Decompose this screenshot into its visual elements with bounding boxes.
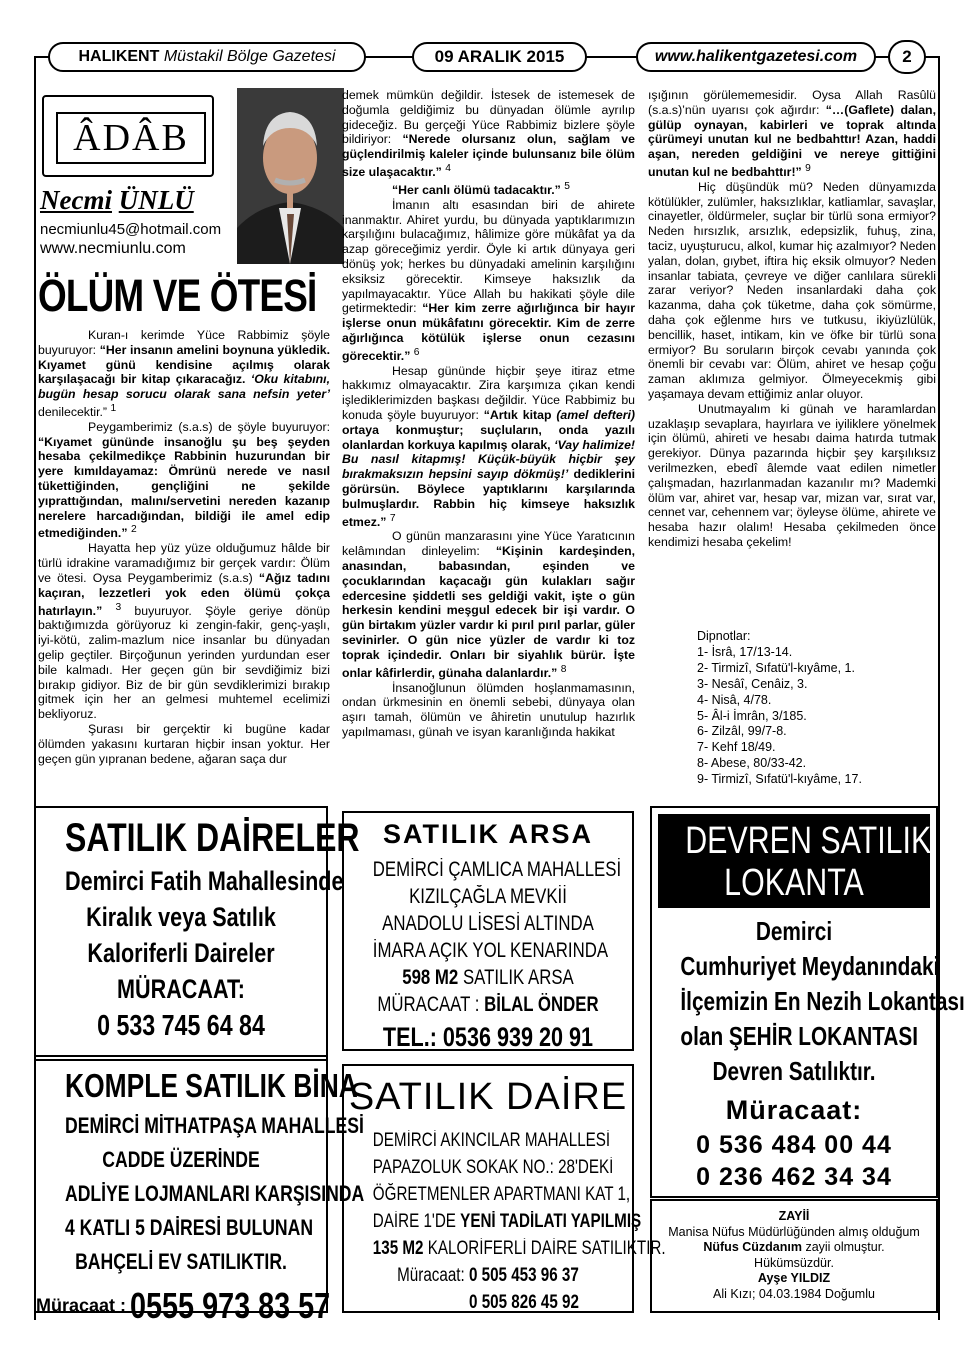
paragraph: O günün manzarasını yine Yüce Yaratıcının kelâmından dinleyelim: “Kişinin kardeşinden, anasından, babasından, eşinden ve çocuklarından kaçacağı gün kulakları sağır edercesine şiddetli ses geldiği vakit, işte o gün herkesin kendini meşgul edecek bir işi vardır. O gün birtakım yüzler vardır ki pırıl pırıl parlar, güler sevinirler. O gün nice yüzler de vardır ki toz toprak içindedir. Onları bir siyahlık bürür. İşte onlar kâfirlerdir, günaha dalanlardır.” $^8$ [342, 529, 635, 680]
footnotes-title: Dipnotlar: [697, 629, 751, 643]
footnote-item: 5- Âl-i İmrân, 3/185. [697, 708, 807, 723]
ad-line: ÖĞRETMENLER APARTMANI KAT 1, [372, 1184, 631, 1205]
contact-label: MÜRACAAT : [377, 993, 480, 1016]
ad-phone: 0555 973 83 57 [130, 1285, 331, 1326]
issue-date: 09 ARALIK 2015 [412, 42, 587, 72]
footnote-item: 3- Nesâî, Cenâiz, 3. [697, 676, 808, 691]
ad-title: SATILIK DAİRELER [65, 816, 360, 860]
ad-line: DEMİRCİ AKINCILAR MAHALLESİ [372, 1130, 611, 1151]
footnote-item: 4- Nisâ, 4/78. [697, 692, 772, 707]
notice-title: ZAYİİ [778, 1209, 810, 1223]
ad-line [372, 1235, 666, 1262]
footnote-item: 8- Abese, 80/33-42. [697, 756, 807, 771]
ad-line-part: 135 M2 [372, 1238, 424, 1259]
website-link[interactable]: www.halikentgazetesi.com [636, 42, 876, 72]
ad-restaurant-for-transfer [650, 806, 965, 1198]
ad-line-part: DAİRE 1'DE [372, 1211, 461, 1232]
footnote-item: 7- Kehf 18/49. [697, 740, 776, 755]
footnote-item: 6- Zilzâl, 99/7-8. [697, 724, 787, 739]
notice-line: Ali Kızı; 04.03.1984 Doğumlu [713, 1286, 875, 1301]
contact-label: Müracaat : [36, 1295, 127, 1316]
ad-line: İlçemizin En Nezih Lokantası [680, 986, 965, 1016]
ad-phone: 0 536 484 00 44 [696, 1131, 892, 1159]
ad-line: İMARA AÇIK YOL KENARINDA [372, 939, 609, 962]
ad-land-for-sale [342, 811, 634, 1051]
paragraph: İnsanoğlunun ölümden hoşlanmamasının, ondan ürkmesinin en önemli sebebi, dünyaya olan aşırı tamah, ölümün ve âhiretin unutulup hazırlık yapılmaması, günah ve isyan karanlığında hakikat [342, 680, 635, 739]
land-size: 598 M2 [402, 966, 459, 989]
author-first-name: Necmi [40, 185, 112, 215]
contact-name: BİLAL ÖNDER [484, 993, 599, 1016]
contact-label: Müracaat: [397, 1265, 469, 1286]
author-website[interactable]: www.necmiunlu.com [40, 240, 186, 257]
notice-document: Nüfus Cüzdanım [703, 1240, 802, 1254]
ad-line: Kaloriferli Daireler [87, 938, 275, 968]
ad-title: DEVREN SATILIK [685, 820, 932, 862]
column-logo: ÂDÂB [56, 112, 206, 164]
footnote-item: 2- Tirmizî, Sıfatü'l-kıyâme, 1. [697, 660, 855, 675]
footnotes [697, 629, 862, 788]
ad-line: Kiralık veya Satılık [86, 902, 276, 932]
ad-contact [373, 1262, 603, 1289]
ad-line: KIZILÇAĞLA MEVKİİ [409, 885, 567, 908]
ad-line: DEMİRCİ MİTHATPAŞA MAHALLESİ [65, 1113, 364, 1138]
ad-line: Demirci Fatih Mahallesinde [65, 866, 344, 896]
article-column-2 [342, 88, 635, 740]
land-size-rest: SATILIK ARSA [458, 966, 574, 989]
author-portrait-image [237, 88, 344, 264]
notice-name: Ayşe YILDIZ [757, 1271, 831, 1285]
paragraph: Unutmayalım ki günah ve haramlardan uzaklaşıp sevaplara, hayırlara ve iyiliklere yönelmek için ölümü, ahireti ve hesabı daima hatırda tutmak gerekiyor. Dünya pazarında hiçbir şey karşılıksız verilmezken, ebedî âlemde vaat edilen nimetler çalışmadan, hazırlanmadan kazanılır mı? Mademki ölüm var, ahiret var, hesap var, mizan var, sırat var, cennet var, cehennem var; öyleyse ölüme, ahirete ve hesaba hazır olalım! Hesaba çekilmeden önce kendimizi hesaba çekelim! [648, 401, 936, 549]
ad-title: LOKANTA [724, 862, 864, 904]
ad-title: SATILIK ARSA [383, 819, 593, 849]
paragraph: demek mümkün değildir. İstesek de istemesek de doğumla geldiğimiz bu dünyadan ölümle ayrılıp gideceğiz. Bu gerçeği Yüce Rabbimiz bizlere şöyle bildiriyor: “Nerede olursanız olun, sağlam ve güçlendirilmiş kaleler içinde bulunsanız bile ölüm size ulaşacaktır.” $^4$ [342, 88, 635, 180]
ad-flat-for-sale [342, 1064, 666, 1313]
author-last-name: ÜNLÜ [118, 185, 194, 215]
ad-phone: 0 533 745 64 84 [97, 1010, 265, 1042]
ad-line: Cumhuriyet Meydanındaki [680, 951, 940, 981]
ad-title-banner [658, 814, 930, 908]
paragraph: Kuran-ı kerimde Yüce Rabbimiz şöyle buyuruyor: “Her insanın amelini boynuna yükledik. Kıyamet günü kendisine açılmış olarak karşılaşacağı bir kitap çıkaracağız. ‘Oku kitabını, bugün hesap sorucu olarak sana nefsin yeter’ denilecektir.” $^1$ [38, 328, 331, 420]
ad-phone: TEL.: 0536 939 20 91 [382, 1022, 594, 1052]
ad-line: ANADOLU LİSESİ ALTINDA [382, 912, 594, 935]
paragraph: Şurası bir gerçektir ki bugüne kadar ölümden yakasını kurtaran hiçbir insan yoktur. Her geçen gün yıpranan bedene, ağaran saça dur [38, 722, 330, 766]
ad-line: 4 KATLI 5 DAİRESİ BULUNAN [65, 1215, 314, 1240]
paragraph: Peygamberimiz (s.a.s) de şöyle buyuruyor: “Kıyamet gününde insanoğlu şu beş şeyden hesaba çekilmedikçe Rabbinin huzurundan bir yere kımıldayamaz: Ömrünü nerede ve nasıl tükettiğinden, gençliğini ne şekilde yıprattığından, malını/servetini nereden kazanıp nerelere harcadığından, bildiği ile amel edip etmediğinden.” $^2$ [38, 419, 330, 541]
ad-phone: 0 505 453 96 37 [468, 1265, 579, 1286]
ad-line: MÜRACAAT: [117, 974, 245, 1004]
ad-building-for-sale [34, 1055, 365, 1326]
ad-line: Devren Satılıktır. [712, 1056, 876, 1086]
ad-contact [373, 991, 603, 1018]
paragraph: “Her canlı ölümü tadacaktır.” $^5$ [392, 180, 570, 197]
ad-line-part: YENİ TADİLATI YAPILMIŞ [460, 1211, 642, 1232]
notice-lost-id [650, 1199, 938, 1313]
ad-apartments-for-sale [34, 806, 360, 1061]
paragraph: Hayatta hep yüz yüze olduğumuz hâlde bir türlü idrakine varamadığımız bir gerçek vardır: Ölüm ve ötesi. Oysa Peygamberimiz (s.a.s) “Ağız tadını kaçıran, lezzetleri yok eden ölümü çokça hatırlayın.” $^3$ buyuruyor. Şöyle geriye dönüp baktığımızda görüyoruz ki zengin-fakir, genç-yaşlı, iyi-kötü, zalim-mazlum nice insanlar bu dünyadan gelip geçtiler. Birçoğunun yerinden yurdundan eser bile kalmadı. Her geçen gün bir sevdiğimiz bizi bırakıp gidiyor. Biz de bir gün sevdiklerimizi bırakıp gitmek için her an gelmesi muhtemel ecelimizi bekliyoruz. [38, 541, 331, 722]
brand-subtitle: Müstakil Bölge Gazetesi [163, 48, 336, 65]
page-number: 2 [888, 40, 926, 74]
ad-line: BAHÇELİ EV SATILIKTIR. [75, 1249, 287, 1274]
paragraph: Hiç düşündük mü? Neden dünyamızda kötülükler, zulümler, haksızlıklar, katliamlar, savaşlar, cinayetler, öldürmeler, suçlar bir türlü sona ermiyor? Neden hırsızlık, arsızlık, edepsizlik, fuhuş, zina, taciz, uyuşturucu, alkol, kumar hiç azalmıyor? Neden yalan, dolan, gıybet, iftira hiç eksik olmuyor? Neden insanlar tabiata, çevreye ve diğer canlılara sürekli zarar veriyor? Neden insanlardaki daha çok kazanma, daha çok tüketme, daha çok sömürme, daha çok eğlenme hırs ve tutkusu, ikiyüzlülük, bencillik, haset, intikam, kin ve öfke bir türlü sona ermiyor? Bu soruların birçok cevabı yanında çok önemli bir cevabı var: Ölüm, ahiret ve hesap çoğu zaman aklımıza gelmiyor. Ölmeyecekmiş gibi yaşamaya devam ettiğimiz anlar oluyor. [648, 179, 936, 402]
ad-line-part: KALORİFERLİ DAİRE SATILIKTIR. [423, 1238, 666, 1259]
ad-line: PAPAZOLUK SOKAK NO.: 28'DEKİ [372, 1157, 614, 1178]
contact-label: Müracaat: [725, 1095, 863, 1125]
author-photo [237, 88, 344, 264]
article-column-1 [38, 328, 330, 766]
paragraph: Hesap gününde hiçbir şeye itiraz etme hakkımız olmayacaktır. Zira karşımıza çıkan kendi işlediklerimizden başkası değildir. Yüce Rabbimiz bu konuda şöyle buyuruyor: “Artık kitap (amel defteri) ortaya konmuştur; suçluların, onda yazılı olanlardan korkuya kapılmış olarak, ‘Vay halimize! Bu nasıl kitapmış! Küçük-büyük hiçbir şey bırakmaksızın hepsini sayıp dökmüş!’ dediklerini görürsün. Böylece yaptıklarını karşılarında bulmuşlardır. Rabbin hiç kimseye haksızlık etmez.” $^7$ [342, 363, 636, 529]
ad-title: SATILIK DAİRE [348, 1076, 628, 1118]
ad-contact [36, 1285, 331, 1327]
ad-line [372, 1208, 642, 1235]
article-headline: ÖLÜM VE ÖTESİ [38, 270, 317, 321]
ad-phone: 0 505 826 45 92 [469, 1292, 579, 1313]
footnote-item: 9- Tirmizî, Sıfatü'l-kıyâme, 17. [697, 772, 862, 787]
ad-line: olan ŞEHİR LOKANTASI [680, 1021, 919, 1051]
notice-line: Manisa Nüfus Müdürlüğünden almış olduğum [668, 1224, 920, 1239]
ad-line: DEMİRCİ ÇAMLICA MAHALLESİ [372, 858, 622, 881]
author-email[interactable]: necmiunlu45@hotmail.com [40, 221, 222, 238]
brand-name: HALIKENT [78, 48, 160, 65]
ad-line: ADLİYE LOJMANLARI KARŞISINDA [65, 1181, 365, 1206]
article-column-3 [648, 88, 936, 550]
ad-line: Demirci [755, 916, 833, 946]
ad-phone: 0 236 462 34 34 [696, 1163, 892, 1191]
ad-title: KOMPLE SATILIK BİNA [65, 1067, 358, 1104]
ad-line: CADDE ÜZERİNDE [102, 1147, 260, 1172]
author-name [40, 185, 235, 216]
notice-line: Hükümsüzdür. [754, 1255, 834, 1270]
notice-line [652, 1240, 936, 1256]
paragraph: ışığının görülememesidir. Oysa Allah Rasûlü (s.a.s)’nün uyarısı çok ağırdır: “…(Gaflete) dalan, gülüp oynayan, kabirleri ve toprak altında çürümeyi unutan kul ne bedbahttır! Azan, haddi aşan, nereden geldiğini ve nereye gittiğini unutan kul ne bedbahttır!” $^9$ [648, 88, 936, 180]
ad-line [373, 964, 603, 991]
paragraph: İmanın altı esasından biri de ahirete inanmaktır. Ahiret yurdu, bu dünyada yaptıklarımızın karşılığını bulacağımız, hâlimize göre mükâfat ya da azap göreceğimiz yerdir. Öyle ki artık dünyaya geri dönüş yok; herkes bu dünyadaki amelinin karşılığını eksiksiz görecektir. Kimseye haksızlık da yapılmayacaktır. Yüce Allah bu hakikati şöyle dile getirmektedir: “Her kim zerre ağırlığınca bir hayır işlerse onun mükâfatını görecektir. Kim de zerre ağırlığınca kötülük işlerse onun cezasını görecektir.” $^6$ [342, 197, 635, 363]
footnote-item: 1- İsrâ, 17/13-14. [697, 644, 793, 659]
notice-line-rest: zayii olmuştur. [801, 1240, 885, 1254]
